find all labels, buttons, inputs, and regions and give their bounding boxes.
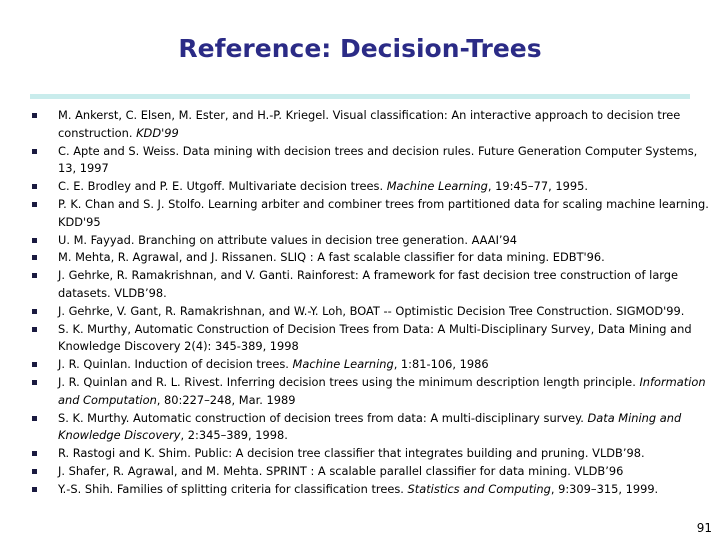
reference-text: C. Apte and S. Weiss. Data mining with decision trees and decision rules. Future Generation Computer Systems, 13, 1997	[58, 143, 698, 176]
reference-item	[30, 321, 710, 357]
reference-venue: Information and Computation	[58, 374, 706, 407]
reference-tail: , 9:309–315, 1999.	[550, 481, 659, 496]
reference-item	[30, 178, 710, 196]
reference-list	[30, 107, 710, 499]
reference-item	[30, 374, 710, 410]
reference-text: M. Mehta, R. Agrawal, and J. Rissanen. SLIQ : A fast scalable classifier for data mining. EDBT'96.	[58, 250, 605, 265]
reference-text: J. R. Quinlan. Induction of decision trees.	[58, 357, 293, 372]
reference-item	[30, 481, 710, 499]
reference-venue: Data Mining and Knowledge Discovery	[58, 410, 682, 443]
page-number: 91	[696, 521, 712, 535]
square-bullet-icon	[32, 416, 37, 421]
reference-text: R. Rastogi and K. Shim. Public: A decision tree classifier that integrates building and pruning. VLDB’98.	[58, 446, 645, 461]
square-bullet-icon	[32, 327, 37, 332]
reference-item	[30, 410, 710, 446]
reference-text: J. Gehrke, R. Ramakrishnan, and V. Ganti. Rainforest: A framework for fast decision tree construction of large datasets. VLDB’98.	[58, 268, 679, 300]
square-bullet-icon	[32, 273, 37, 278]
reference-tail: , 2:345–389, 1998.	[180, 428, 288, 443]
reference-venue: Statistics and Computing	[407, 481, 551, 496]
reference-item	[30, 303, 710, 321]
title-divider	[30, 94, 690, 99]
slide-title: Reference: Decision-Trees	[178, 34, 542, 63]
reference-item	[30, 143, 710, 179]
square-bullet-icon	[32, 255, 37, 260]
square-bullet-icon	[32, 238, 37, 243]
square-bullet-icon	[32, 362, 37, 367]
square-bullet-icon	[32, 451, 37, 456]
square-bullet-icon	[32, 309, 37, 314]
square-bullet-icon	[32, 487, 37, 492]
reference-item	[30, 445, 710, 463]
reference-text: S. K. Murthy, Automatic Construction of Decision Trees from Data: A Multi-Disciplinary Survey, Data Mining and Knowledge Discovery 2(4): 345-389, 1998	[58, 321, 692, 354]
square-bullet-icon	[32, 184, 37, 189]
reference-venue: Machine Learning	[292, 357, 394, 372]
reference-text: M. Ankerst, C. Elsen, M. Ester, and H.-P. Kriegel. Visual classification: An interactive approach to decision tree construction.	[58, 108, 681, 140]
reference-item	[30, 249, 710, 267]
reference-item	[30, 232, 710, 250]
reference-text: J. Gehrke, V. Gant, R. Ramakrishnan, and W.-Y. Loh, BOAT -- Optimistic Decision Tree Construction. SIGMOD'99.	[58, 303, 685, 318]
square-bullet-icon	[32, 113, 37, 118]
reference-item	[30, 463, 710, 481]
reference-text: S. K. Murthy. Automatic construction of decision trees from data: A multi-disciplinary survey.	[58, 410, 588, 425]
reference-item	[30, 356, 710, 374]
reference-text: C. E. Brodley and P. E. Utgoff. Multivariate decision trees.	[58, 179, 387, 194]
square-bullet-icon	[32, 469, 37, 474]
reference-text: U. M. Fayyad. Branching on attribute values in decision tree generation. AAAI’94	[58, 232, 518, 247]
reference-text: P. K. Chan and S. J. Stolfo. Learning arbiter and combiner trees from partitioned data for scaling machine learning. KDD'95	[58, 196, 709, 229]
reference-venue: KDD'99	[136, 125, 179, 140]
reference-text: J. R. Quinlan and R. L. Rivest. Inferring decision trees using the minimum description length principle.	[58, 374, 640, 389]
reference-item	[30, 267, 710, 303]
reference-text: J. Shafer, R. Agrawal, and M. Mehta. SPRINT : A scalable parallel classifier for data mining. VLDB’96	[58, 463, 624, 478]
reference-venue: Machine Learning	[386, 179, 488, 194]
square-bullet-icon	[32, 149, 37, 154]
reference-text: Y.-S. Shih. Families of splitting criteria for classification trees.	[58, 481, 408, 496]
square-bullet-icon	[32, 202, 37, 207]
square-bullet-icon	[32, 380, 37, 385]
reference-item	[30, 107, 710, 143]
reference-item	[30, 196, 710, 232]
reference-tail: , 80:227–248, Mar. 1989	[156, 392, 296, 407]
reference-tail: , 1:81-106, 1986	[393, 357, 489, 372]
reference-tail: , 19:45–77, 1995.	[487, 179, 588, 194]
